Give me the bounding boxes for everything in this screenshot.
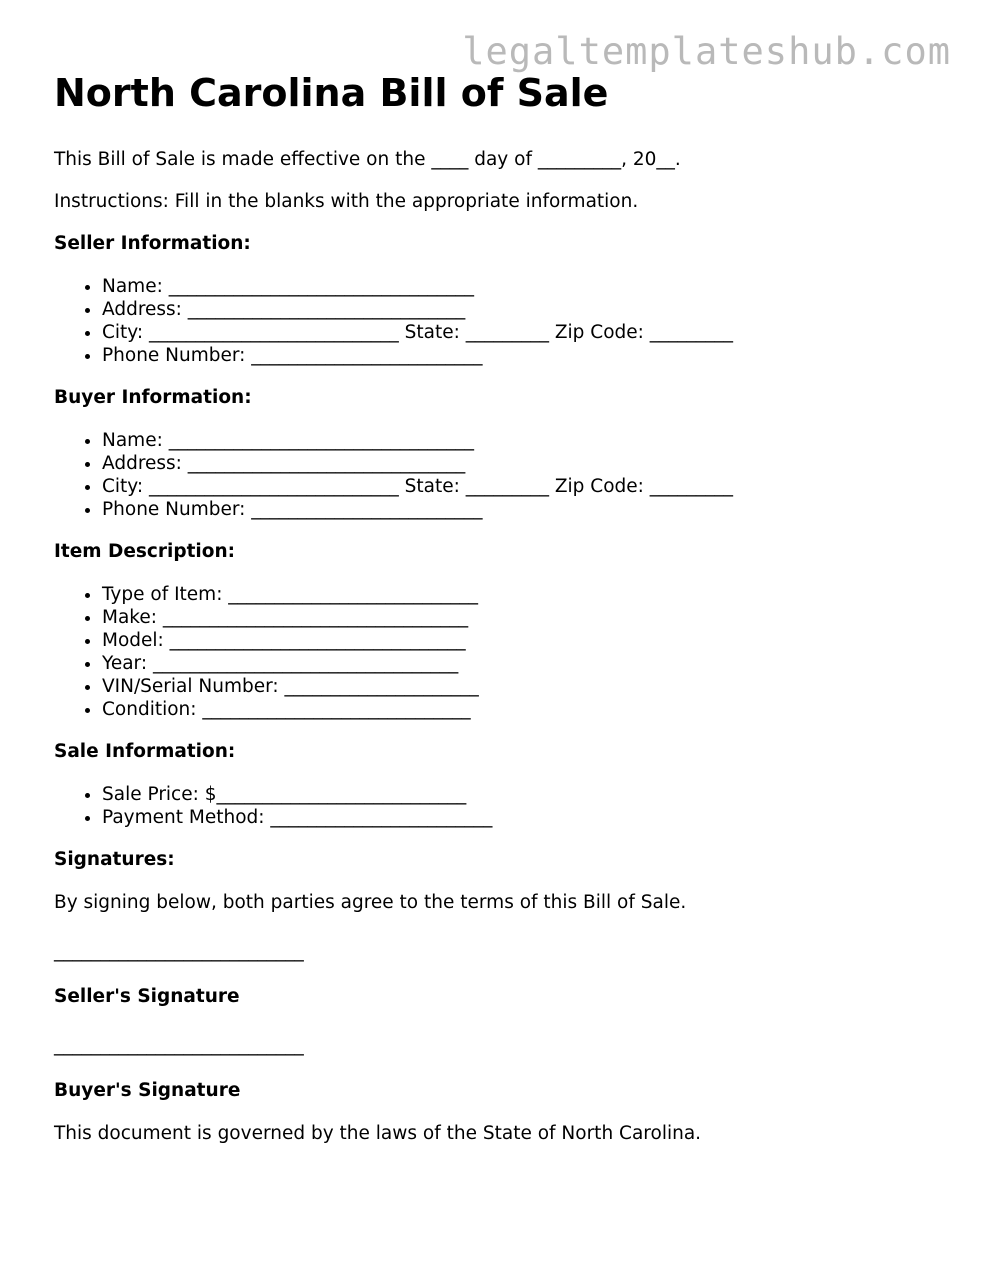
buyer-signature-label: Buyer's Signature	[54, 1080, 241, 1101]
sale-list	[54, 783, 934, 829]
buyer-phone-field: • Phone Number: _________________________	[102, 498, 934, 521]
seller-address-field: • Address: ______________________________	[102, 298, 934, 321]
seller-signature-label: Seller's Signature	[54, 986, 240, 1007]
item-heading: Item Description:	[54, 541, 236, 562]
seller-city-state-zip-field: • City: ___________________________ State: _________ Zip Code: _________	[102, 321, 934, 344]
seller-heading: Seller Information:	[54, 233, 251, 254]
seller-phone-field: • Phone Number: _________________________	[102, 344, 934, 367]
page-title: North Carolina Bill of Sale	[54, 71, 609, 115]
buyer-name-field: • Name: _________________________________	[102, 429, 934, 452]
item-list	[54, 583, 934, 721]
item-make-field: • Make: _________________________________	[102, 606, 934, 629]
buyer-list	[54, 429, 934, 521]
sale-heading: Sale Information:	[54, 741, 236, 762]
seller-name-field: • Name: _________________________________	[102, 275, 934, 298]
seller-signature-line: ___________________________	[54, 941, 304, 962]
sale-price-field: • Sale Price: $___________________________	[102, 783, 934, 806]
buyer-signature-line: ___________________________	[54, 1035, 304, 1056]
instructions-text: Instructions: Fill in the blanks with the appropriate information.	[54, 191, 639, 212]
watermark: legaltemplateshub.com	[462, 30, 951, 73]
buyer-heading: Buyer Information:	[54, 387, 252, 408]
signatures-heading: Signatures:	[54, 849, 175, 870]
item-year-field: • Year: _________________________________	[102, 652, 934, 675]
effective-date-line: This Bill of Sale is made effective on the ____ day of _________, 20__.	[54, 149, 681, 170]
document	[54, 70, 934, 1164]
signatures-intro: By signing below, both parties agree to the terms of this Bill of Sale.	[54, 892, 687, 913]
governing-law-text: This document is governed by the laws of the State of North Carolina.	[54, 1123, 702, 1144]
item-vin-field: • VIN/Serial Number: _____________________	[102, 675, 934, 698]
buyer-address-field: • Address: ______________________________	[102, 452, 934, 475]
item-model-field: • Model: ________________________________	[102, 629, 934, 652]
item-type-field: • Type of Item: ___________________________	[102, 583, 934, 606]
payment-method-field: • Payment Method: ________________________	[102, 806, 934, 829]
item-condition-field: • Condition: _____________________________	[102, 698, 934, 721]
buyer-city-state-zip-field: • City: ___________________________ State: _________ Zip Code: _________	[102, 475, 934, 498]
seller-list	[54, 275, 934, 367]
